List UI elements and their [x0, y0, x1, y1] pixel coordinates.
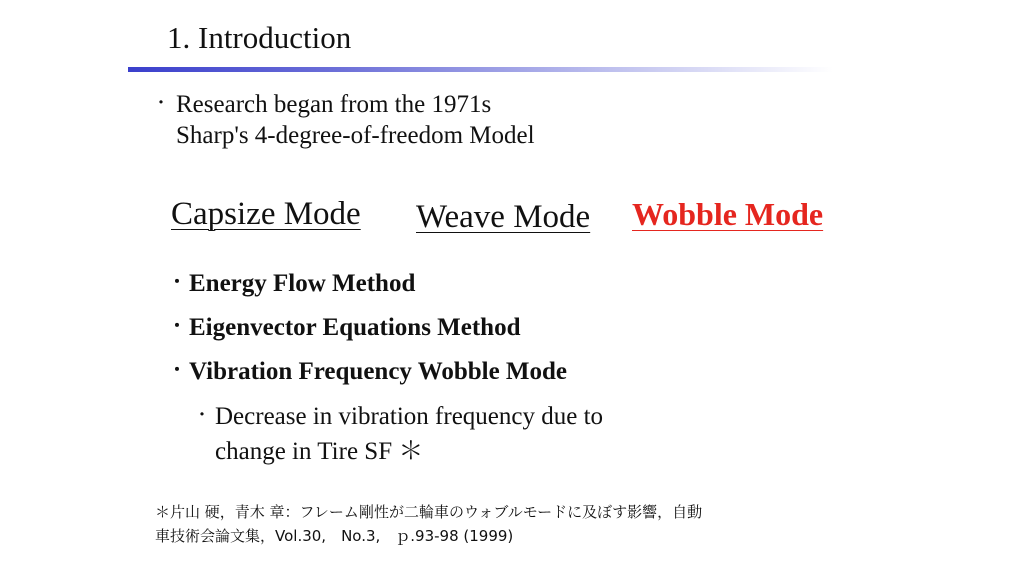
method-item — [168, 266, 567, 310]
reference-line-2: 車技術会論文集，Vol.30, No.3, ｐ.93-98 (1999) — [155, 527, 514, 545]
bullet-mark: ・ — [193, 405, 211, 425]
intro-bullet — [152, 88, 535, 151]
bullet-mark: ・ — [152, 93, 170, 113]
weave-mode-label: Weave Mode — [416, 199, 591, 235]
sub-text-2: change in Tire SF ＊ — [215, 438, 424, 465]
sub-point — [193, 398, 603, 469]
title-underline-rule — [128, 67, 833, 72]
capsize-mode-label: Capsize Mode — [171, 196, 361, 232]
method-item — [168, 354, 567, 398]
method-label: Vibration Frequency Wobble Mode — [189, 358, 568, 385]
bullet-mark: ・ — [168, 272, 186, 292]
method-label: Energy Flow Method — [189, 270, 416, 297]
footnote-reference — [155, 500, 702, 548]
reference-line-1: ＊片山 硬，青木 章：フレーム剛性が二輪車のウォブルモードに及ぼす影響，自動 — [155, 503, 703, 521]
sub-text-1: Decrease in vibration frequency due to — [215, 403, 604, 430]
slide-title: 1. Introduction — [167, 20, 352, 55]
methods-list — [168, 266, 567, 398]
intro-text-1: Research began from the 1971s — [176, 91, 492, 118]
bullet-mark: ・ — [168, 316, 186, 336]
intro-line-1 — [152, 88, 535, 120]
method-label: Eigenvector Equations Method — [189, 314, 521, 341]
sub-line-1 — [193, 398, 603, 434]
method-item — [168, 310, 567, 354]
bullet-mark: ・ — [168, 360, 186, 380]
intro-text-2: Sharp's 4-degree-of-freedom Model — [176, 122, 535, 149]
wobble-mode-label: Wobble Mode — [632, 196, 824, 232]
